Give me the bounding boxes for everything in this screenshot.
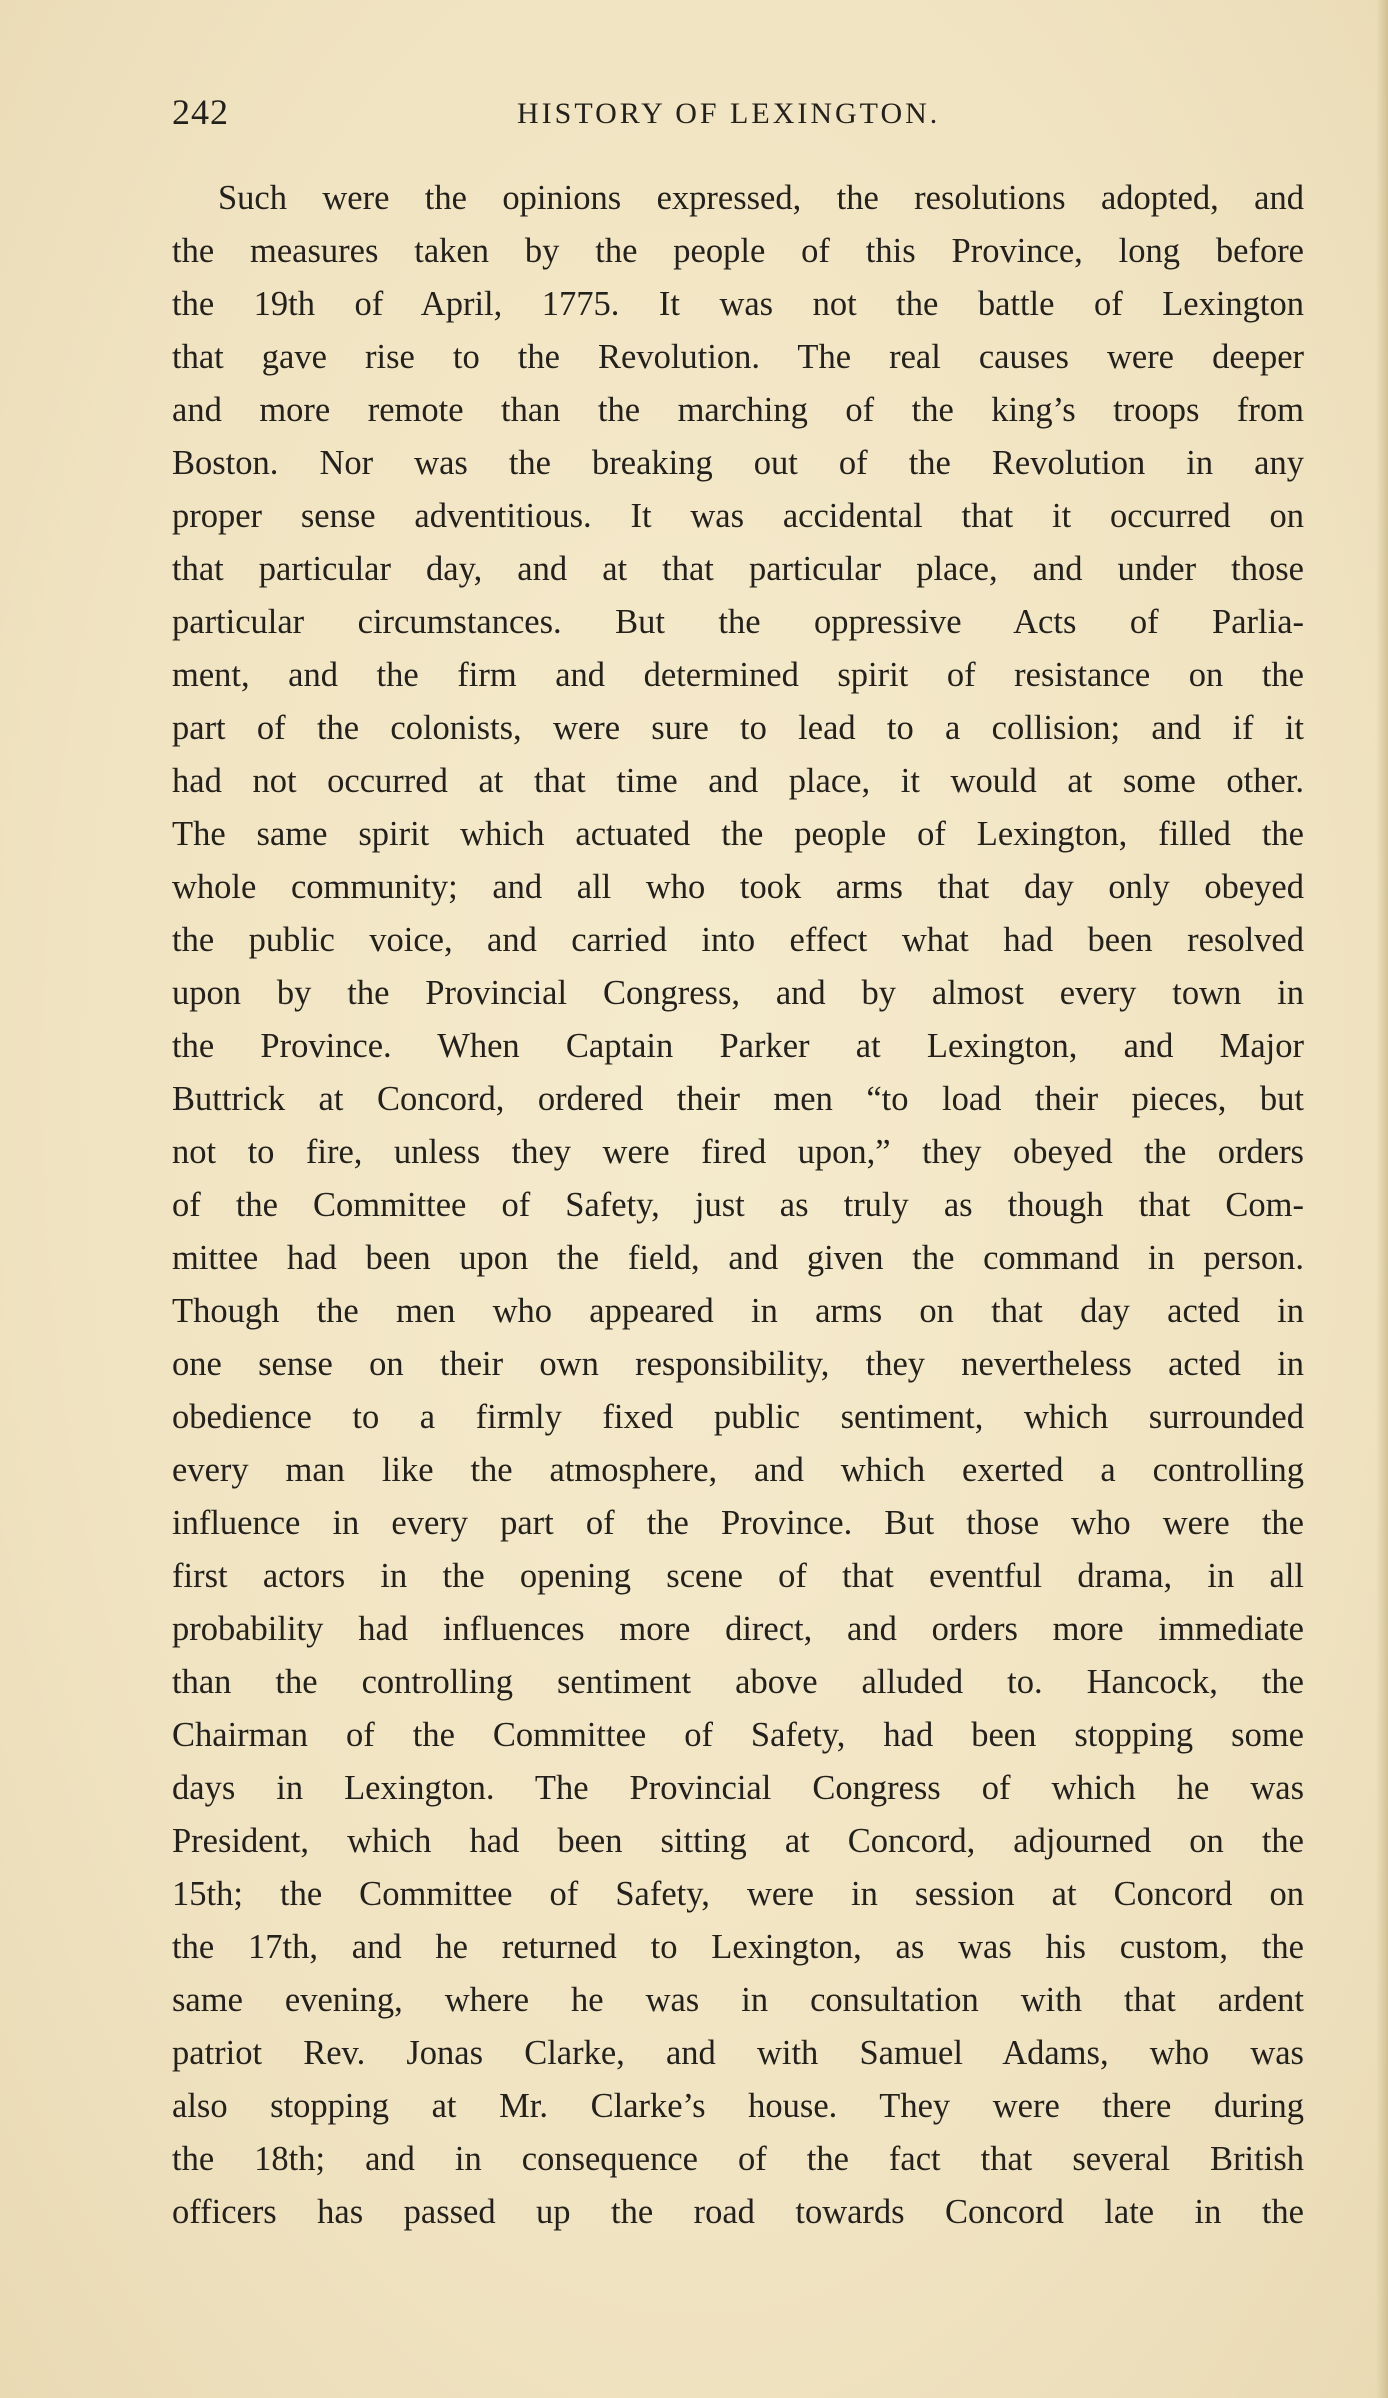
text-line: probability had influences more direct, and orders more immediate [172,1610,1304,1648]
text-line: Buttrick at Concord, ordered their men “to load their pieces, but [172,1080,1304,1118]
running-head: HISTORY OF LEXINGTON. [517,97,941,130]
page-header [172,92,1304,132]
text-line: influence in every part of the Province. But those who were the [172,1504,1304,1542]
text-line: than the controlling sentiment above alluded to. Hancock, the [172,1663,1304,1701]
text-line: Though the men who appeared in arms on that day acted in [172,1292,1304,1330]
text-line: the 17th, and he returned to Lexington, as was his custom, the [172,1928,1304,1966]
text-line: days in Lexington. The Provincial Congress of which he was [172,1769,1304,1807]
text-line: part of the colonists, were sure to lead to a collision; and if it [172,709,1304,747]
text-line: of the Committee of Safety, just as truly as though that Com- [172,1186,1304,1224]
text-line: mittee had been upon the field, and given the command in person. [172,1239,1304,1277]
text-line: first actors in the opening scene of that eventful drama, in all [172,1557,1304,1595]
text-line: the public voice, and carried into effect what had been resolved [172,921,1304,959]
text-line: particular circumstances. But the oppressive Acts of Parlia- [172,603,1304,641]
text-line: also stopping at Mr. Clarke’s house. They were there during [172,2087,1304,2125]
text-line: Boston. Nor was the breaking out of the Revolution in any [172,444,1304,482]
text-line: patriot Rev. Jonas Clarke, and with Samuel Adams, who was [172,2034,1304,2072]
text-line: that particular day, and at that particular place, and under those [172,550,1304,588]
text-line: had not occurred at that time and place, it would at some other. [172,762,1304,800]
text-line: President, which had been sitting at Concord, adjourned on the [172,1822,1304,1860]
text-line: the 19th of April, 1775. It was not the battle of Lexington [172,285,1304,323]
page-edge-shadow [1376,0,1388,2398]
text-line: the 18th; and in consequence of the fact that several British [172,2140,1304,2178]
text-line: the Province. When Captain Parker at Lexington, and Major [172,1027,1304,1065]
text-line: that gave rise to the Revolution. The real causes were deeper [172,338,1304,376]
text-line: and more remote than the marching of the king’s troops from [172,391,1304,429]
text-line: one sense on their own responsibility, they nevertheless acted in [172,1345,1304,1383]
text-line: 15th; the Committee of Safety, were in session at Concord on [172,1875,1304,1913]
text-line: obedience to a firmly fixed public sentiment, which surrounded [172,1398,1304,1436]
page-number: 242 [172,92,229,132]
text-line: upon by the Provincial Congress, and by almost every town in [172,974,1304,1012]
text-line: The same spirit which actuated the people of Lexington, filled the [172,815,1304,853]
text-line: whole community; and all who took arms that day only obeyed [172,868,1304,906]
text-line: the measures taken by the people of this Province, long before [172,232,1304,270]
text-line: same evening, where he was in consultation with that ardent [172,1981,1304,2019]
text-line: proper sense adventitious. It was accidental that it occurred on [172,497,1304,535]
text-line: ment, and the firm and determined spirit of resistance on the [172,656,1304,694]
text-line: Such were the opinions expressed, the resolutions adopted, and [218,179,1304,217]
text-line: every man like the atmosphere, and which exerted a controlling [172,1451,1304,1489]
text-line: officers has passed up the road towards Concord late in the [172,2193,1304,2231]
text-line: not to fire, unless they were fired upon,” they obeyed the orders [172,1133,1304,1171]
body-paragraph [172,172,1304,2239]
text-line: Chairman of the Committee of Safety, had been stopping some [172,1716,1304,1754]
